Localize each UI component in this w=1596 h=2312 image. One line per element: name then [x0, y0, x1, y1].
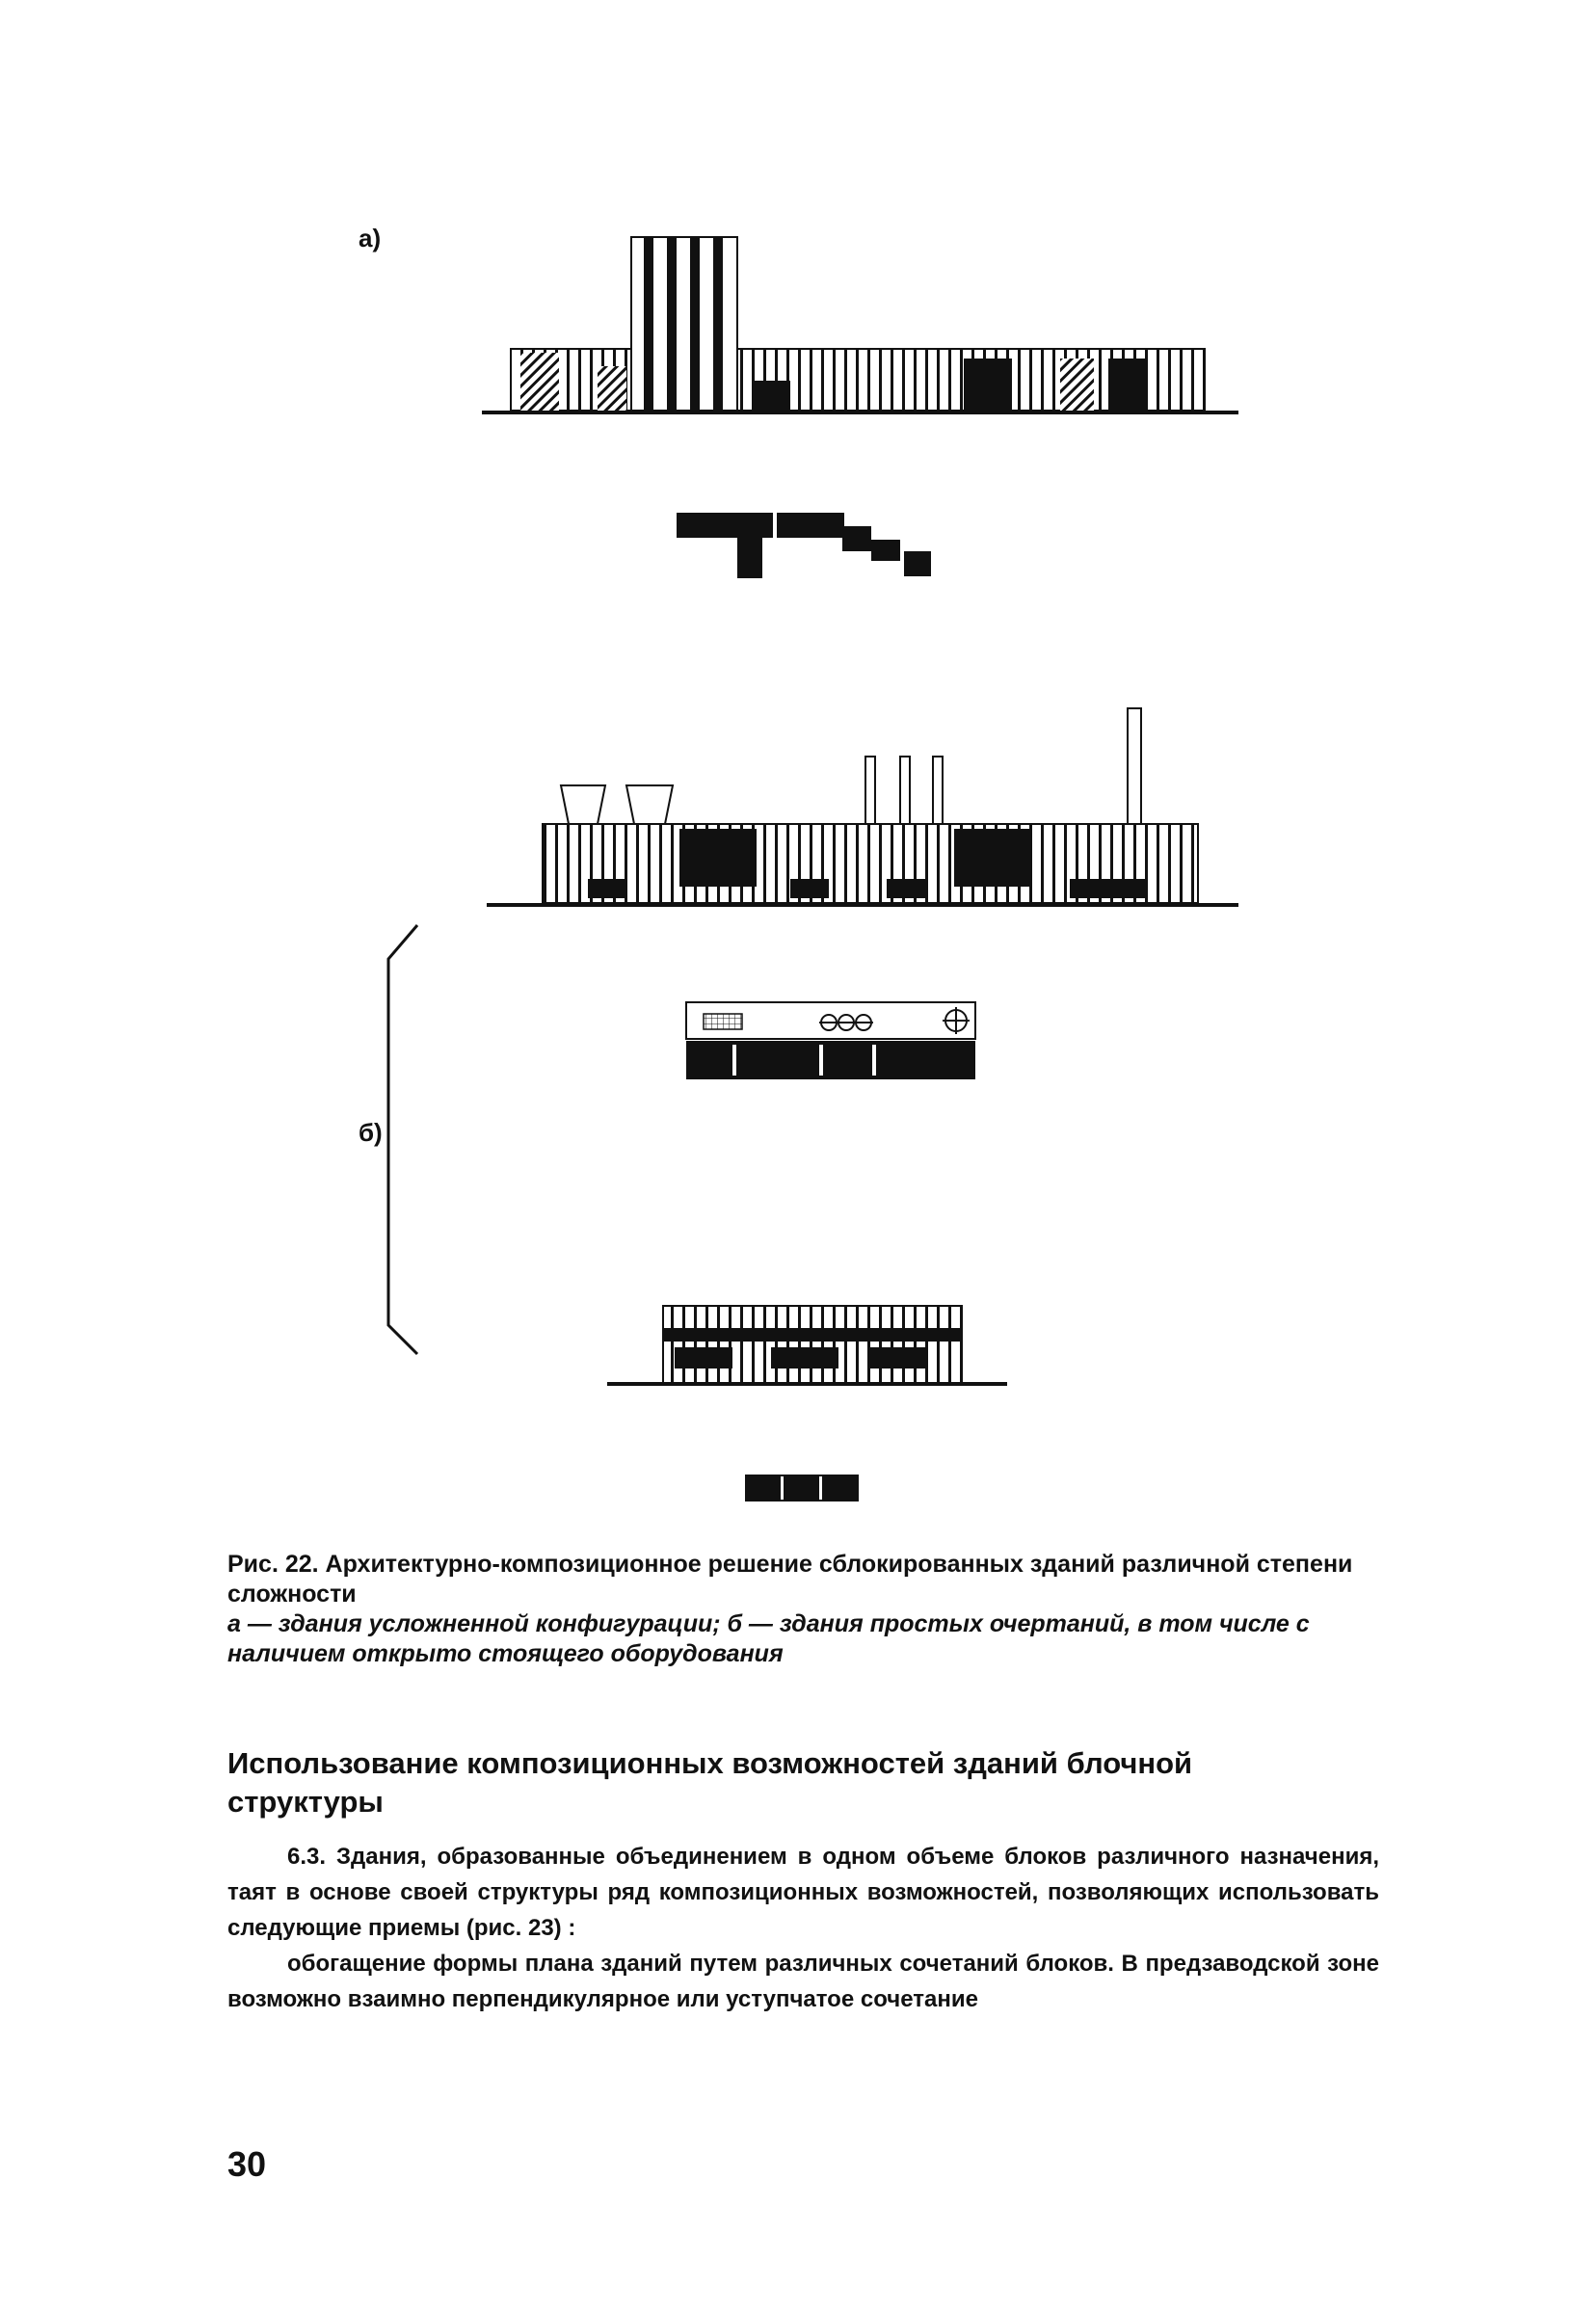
elevation-b-equipment: [487, 708, 1238, 905]
figure-label-b: б): [359, 1118, 383, 1147]
caption-detail: а — здания усложненной конфигурации; б — здания простых очертаний, в том числе с наличием открыто стоящего оборудования: [227, 1610, 1310, 1667]
caption-title: Рис. 22. Архитектурно-композиционное решение сблокированных зданий различной степени сложности: [227, 1551, 1353, 1608]
elevation-b-simple: [607, 1306, 1007, 1384]
elevation-a: [482, 237, 1238, 412]
bracket-b: [388, 925, 417, 1354]
section-heading: Использование композиционных возможностей зданий блочной структуры: [227, 1746, 1193, 1819]
paragraph-2: обогащение формы плана зданий путем различных сочетаний блоков. В предзаводской зоне возможно взаимно перпендикулярное или уступчатое сочетание: [227, 1951, 1379, 2012]
plan-a: [677, 513, 931, 578]
figure-caption: [227, 1550, 1374, 1669]
paragraph-1: 6.3. Здания, образованные объединением в одном объеме блоков различного назначения, таят в основе своей структуры ряд композиционных возможностей, позволяющих использовать следующие приемы (рис. 23) :: [227, 1844, 1379, 1941]
body-text: [227, 1839, 1379, 2017]
plan-b-simple: [745, 1475, 859, 1501]
figure-label-a: а): [359, 224, 382, 252]
plan-b-equipment: [686, 1002, 975, 1079]
page-number: 30: [227, 2144, 267, 2184]
